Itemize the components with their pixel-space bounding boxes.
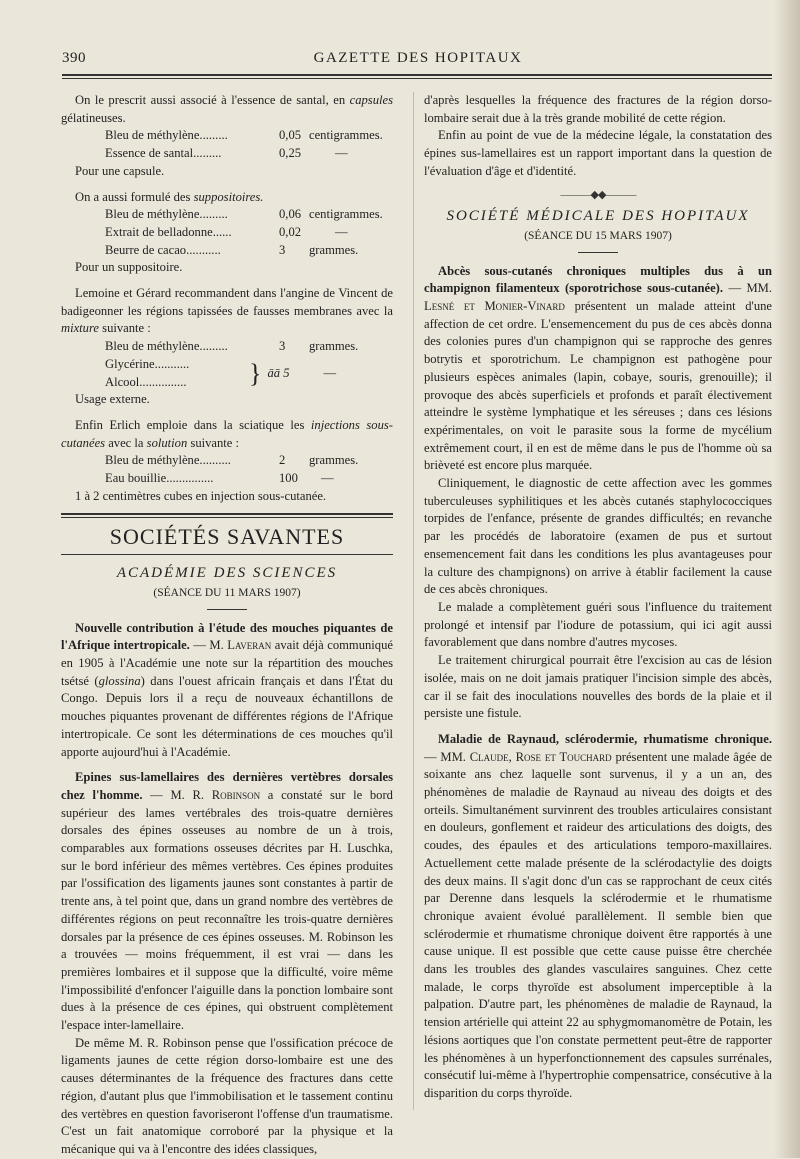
paragraph: Enfin au point de vue de la médecine légale, la constatation des épines sus-lamellaires est un rapport important dans la question de l'évaluation d'âge et d'identité. xyxy=(424,128,772,178)
brace-symbol: } xyxy=(249,358,262,388)
journal-title: GAZETTE DES HOPITAUX xyxy=(313,50,523,66)
header-rule xyxy=(62,74,772,76)
recipe-note: 1 à 2 centimètres cubes en injection sous-cutanée. xyxy=(75,488,327,503)
paragraph: Enfin Erlich emploie dans la sciatique les injections sous-cutanées avec la solution suivante : xyxy=(61,417,393,450)
recipe-row: Alcool............... xyxy=(105,374,187,389)
section-title: SOCIÉTÉS SAVANTES xyxy=(109,524,345,550)
paragraph: d'après lesquelles la fréquence des fractures de la région dorso-lombaire serait due à la très grande mobilité de cette région. xyxy=(424,93,772,125)
recipe-note: Usage externe. xyxy=(75,392,150,407)
recipe-row: Glycérine........... xyxy=(105,356,190,371)
recipe-row: Bleu de méthylène......... 3 grammes. xyxy=(105,339,359,354)
paragraph: Lemoine et Gérard recommandent dans l'angine de Vincent de badigeonner les régions tapissées de fausses membranes avec la mixture suivante : xyxy=(61,286,393,336)
recipe-row: Bleu de méthylène......... 0,05 centigrammes. xyxy=(105,128,383,143)
short-rule xyxy=(207,609,247,610)
page-number: 390 xyxy=(62,50,86,66)
section-rule-thin xyxy=(61,554,393,555)
recipe-row: Eau bouillie............... 100 — xyxy=(105,471,334,486)
section-rule xyxy=(61,513,393,518)
column-divider xyxy=(413,92,414,1110)
recipe-note: Pour un suppositoire. xyxy=(75,260,183,275)
ornament-divider: ———◆◆——— xyxy=(560,188,636,201)
article-paragraph: Nouvelle contribution à l'étude des mouches piquantes de l'Afrique intertropicale. — M. Laveran avait déjà communiqué en 1905 à l'Académie une note sur la répartition des mouches tsétsé (glossina) dans l'ouest africain français et dans l'État du Congo. Depuis lors il a reçu de nouveaux échantillons de mouches piquantes provenant de différentes régions de l'Afrique intertropicale. Ce sont les déterminations de ces mouches qu'il apporte aujourd'hui à l'Académie. xyxy=(61,620,393,759)
subsection-title: SOCIÉTÉ MÉDICALE DES HOPITAUX xyxy=(446,208,750,225)
paragraph: On a aussi formulé des suppositoires. xyxy=(75,189,264,204)
recipe-note: Pour une capsule. xyxy=(75,163,165,178)
recipe-unit: — xyxy=(323,365,337,380)
recipe-row: Extrait de belladonne...... 0,02 — xyxy=(105,224,348,239)
header-rule-thin xyxy=(62,78,772,79)
page-header xyxy=(62,50,774,70)
article-paragraph: Le traitement chirurgical pourrait être l'excision au cas de lésion isolée, mais on ne doit jamais pratiquer l'incision simple des abcès, car il se fait des inoculations nouvelles des bords de la plaie et il persiste une fistule. xyxy=(424,653,772,721)
session-date: (SÉANCE DU 11 MARS 1907) xyxy=(153,586,301,599)
paragraph: On le prescrit aussi associé à l'essence de santal, en capsules gélatineuses. xyxy=(61,93,393,125)
recipe-row: Essence de santal......... 0,25 — xyxy=(105,146,348,161)
recipe-qty: āā 5 xyxy=(267,365,290,380)
recipe-row: Bleu de méthylène......... 0,06 centigrammes. xyxy=(105,207,383,222)
recipe-row: Beurre de cacao........... 3 grammes. xyxy=(105,242,359,257)
recipe-mixture xyxy=(61,338,393,391)
session-date: (SÉANCE DU 15 MARS 1907) xyxy=(524,229,672,242)
recipe-solution xyxy=(61,452,393,487)
left-column xyxy=(61,92,393,1159)
right-column xyxy=(424,92,772,1103)
subsection-title: ACADÉMIE DES SCIENCES xyxy=(116,565,338,582)
short-rule xyxy=(578,252,618,253)
recipe-suppository xyxy=(61,206,393,259)
recipe-brace-group xyxy=(105,356,393,391)
recipe-row: Bleu de méthylène.......... 2 grammes. xyxy=(105,453,359,468)
page-edge-shadow xyxy=(774,0,800,1158)
article-paragraph: Abcès sous-cutanés chroniques multiples dus à un champignon filamenteux (sporotrichose sous-cutanée). — MM. Lesné et Monier-Vinard présentent un malade atteint d'une affection de cet ordre. L'ensemencement du pus de ces abcès donna des colonies pures d'un champignon qui se rapproche des genres botrytis et sporotrichum. Le champignon est pathogène pour plusieurs espèces animales (lapin, cobaye, souris, grenouille); il provoque des abcès superficiels et profonds et paraît électivement atteindre le système lymphatique et les séreuses ; dans ces lésions expérimentales, on voit le parasite sous la forme de mycélium extrêmement court, il en est de même dans le pus de l'homme où sa brièveté est encore plus marquée. xyxy=(424,263,773,473)
article-paragraph: Le malade a complètement guéri sous l'influence du traitement prolongé et intensif par l'iodure de potassium, qui ici agit aussi favorablement que dans nombre d'autres mycoses. xyxy=(424,599,772,650)
article-paragraph: Maladie de Raynaud, sclérodermie, rhumatisme chronique. — MM. Claude, Rose et Touchard présentent une malade âgée de soixante ans chez laquelle sont survenus, il y a un an, des phénomènes de maladie de Raynaud au niveau des doigts et des orteils. Simultanément survinrent des troubles articulaires consistant en douleurs, gonflement et raideur des articulations des doigts, des coudes, des épaules et des articulations temporo-maxillaires. Actuellement cette malade présente de la sclérodactylie des doigts des deux mains. Il s'agit donc d'un cas se rapprochant de ceux cités par Derenne dans lesquels la sclérodermie et le rhumatisme chronique avaient évolué parallèlement. Il semble bien que sclérodermie et rhumatisme chronique doivent être rapportés à une cause unique. Il est possible que cette cause puisse être cherchée dans les troubles des glandes vasculaires sanguines. Chez cette malade, le corps thyroïde est absolument imperceptible à la palpation. D'autre part, les phénomènes de maladie de Raynaud, la tension artérielle qui atteint 22 au sphygmomanomètre de Potain, les lésions aortiques que l'on constate permettent peut-être de rapporter les phénomènes à un hyperfonctionnement des capsules surrénales, consécutif lui-même à l'hypertrophie compensatrice, consécutive à la disparition du corps thyroïde. xyxy=(424,731,772,1100)
article-paragraph: De même M. R. Robinson pense que l'ossification précoce de ligaments jaunes de cette région dorso-lombaire est une des causes déterminantes de la fréquence des fractures dans cette région, d'autant plus que l'immobilisation et le tassement continu des vertèbres en question favoriseront l'offense d'un traumatisme. C'est un fait anatomique corroboré par la physique et la mécanique qui va à l'encontre des idées classiques, xyxy=(61,1035,393,1156)
recipe-capsule xyxy=(61,127,393,162)
article-paragraph: Epines sus-lamellaires des dernières vertèbres dorsales chez l'homme. — M. R. Robinson a constaté sur le bord supérieur des lames vertébrales des trois-quatre dernières dorsales des épines osseuses au nombre de un à trois, comparables aux formations osseuses décrites par H. Luschka, sur le bord inférieur des mêmes vertèbres. Ces épines produites par l'ossification des ligaments jaunes sont constantes à partir de trente ans, à tel point que, dans un grand nombre des vertèbres de différentes régions on peut reconnaître les trois-quatre dernières dorsales par la présence de ces épines osseuses. M. Robinson les a trouvées — moins fréquemment, il est vrai — dans les premières lombaires et il suppose que la difficulté, voire même l'impossibilité d'enfoncer l'aiguille dans la ponction lombaire sont dues à la présence de ces épines, qui obstruent complètement l'espace inter-lamellaire. xyxy=(61,770,393,1033)
article-paragraph: Cliniquement, le diagnostic de cette affection avec les gommes tuberculeuses syphilitiques et les abcès cutanés staphylococciques torpides de l'enfance, présente de grandes difficultés; en revanche par les procédés de laboratoire (examen de pus et surtout ensemencement fait dans les conditions les plus avantageuses pour la culture des champignons) on arrive à établir facilement la cause de ces abcès chroniques. xyxy=(424,476,772,597)
